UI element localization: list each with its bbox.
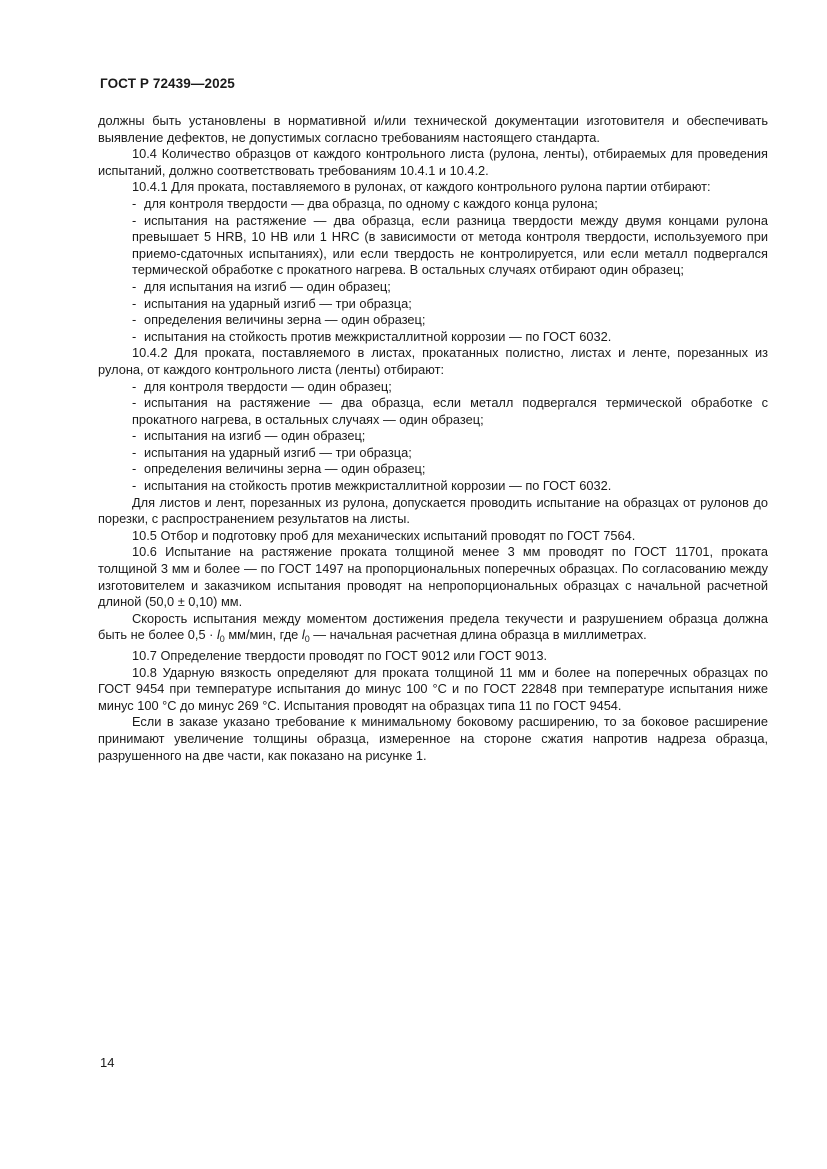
paragraph: Если в заказе указано требование к минимальному боковому расширению, то за боковое расширение принимают увеличение толщины образца, измеренное на стороне сжатия напротив надреза образца, разрушенного на две части, как показано на рисунке 1. bbox=[98, 714, 768, 763]
paragraph-test-speed: Скорость испытания между моментом достижения предела текучести и разрушением образца должна быть не более $0,5 \cdot l_0$ мм/мин, где $l_0$ — начальная расчетная длина образца в миллиметрах. bbox=[98, 610, 768, 645]
list-item: - испытания на ударный изгиб — три образца; bbox=[132, 444, 412, 460]
list-item: - испытания на стойкость против межкристаллитной коррозии — по ГОСТ 6032. bbox=[132, 478, 612, 494]
list-item: - для испытания на изгиб — один образец; bbox=[132, 278, 391, 294]
list-item: - испытания на стойкость против межкристаллитной коррозии — по ГОСТ 6032. bbox=[132, 328, 612, 344]
paragraph: должны быть установлены в нормативной и/или технической документации изготовителя и обеспечивать выявление дефектов, не допустимых согласно требованиям настоящего стандарта. bbox=[98, 113, 768, 145]
list-item: - испытания на ударный изгиб — три образца; bbox=[132, 295, 412, 311]
paragraph: Для листов и лент, порезанных из рулона, допускается проводить испытание на образцах от рулонов до порезки, с распространением результатов на листы. bbox=[98, 494, 768, 527]
list-item: - испытания на растяжение — два образца, если металл подвергался термической обработке с прокатного нагрева, в остальных случаях — один образец; bbox=[132, 395, 768, 427]
list-item: - определения величины зерна — один образец; bbox=[132, 461, 426, 477]
document-body bbox=[98, 113, 768, 764]
paragraph-10-8: 10.8 Ударную вязкость определяют для проката толщиной 11 мм и более на поперечных образцах по ГОСТ 9454 при температуре испытания до минус 100 °С и по ГОСТ 22848 при температуре испытания ниже минус 100 °С до минус 269 °С. Испытания проводят на образцах типа 11 по ГОСТ 9454. bbox=[98, 664, 768, 713]
document-code: ГОСТ Р 72439—2025 bbox=[100, 76, 235, 91]
list-item: - испытания на изгиб — один образец; bbox=[132, 428, 366, 444]
list-item: - для контроля твердости — один образец; bbox=[132, 378, 392, 394]
paragraph-10-5: 10.5 Отбор и подготовку проб для механических испытаний проводят по ГОСТ 7564. bbox=[132, 527, 636, 543]
paragraph-10-6: 10.6 Испытание на растяжение проката толщиной менее 3 мм проводят по ГОСТ 11701, проката толщиной 3 мм и более — по ГОСТ 1497 на пропорциональных поперечных образцах. По согласованию между изготовителем и заказчиком испытания проводят на непропорциональных образцах с начальной расчетной длиной (50,0 ± 0,10) мм. bbox=[98, 544, 768, 610]
paragraph-10-4: 10.4 Количество образцов от каждого контрольного листа (рулона, ленты), отбираемых для проведения испытаний, должно соответствовать требованиям 10.4.1 и 10.4.2. bbox=[98, 146, 768, 178]
page-number: 14 bbox=[100, 1055, 115, 1070]
list-item: - испытания на растяжение — два образца, если разница твердости между двумя концами рулона превышает 5 HRB, 10 HB или 1 HRC (в зависимости от метода контроля твердости, используемого при приемо-сдаточных испытаниях), или если твердость не контролируется, или если металл подвергался термической обработке с прокатного нагрева. В остальных случаях отбирают один образец; bbox=[132, 212, 768, 278]
paragraph-10-7: 10.7 Определение твердости проводят по ГОСТ 9012 или ГОСТ 9013. bbox=[132, 648, 548, 663]
list-item: - для контроля твердости — два образца, по одному с каждого конца рулона; bbox=[132, 195, 598, 211]
paragraph-10-4-1: 10.4.1 Для проката, поставляемого в рулонах, от каждого контрольного рулона партии отбирают: bbox=[132, 179, 711, 195]
paragraph-10-4-2: 10.4.2 Для проката, поставляемого в листах, прокатанных полистно, листах и ленте, порезанных из рулона, от каждого контрольного листа (ленты) отбирают: bbox=[98, 345, 768, 377]
list-item: - определения величины зерна — один образец; bbox=[132, 312, 426, 328]
